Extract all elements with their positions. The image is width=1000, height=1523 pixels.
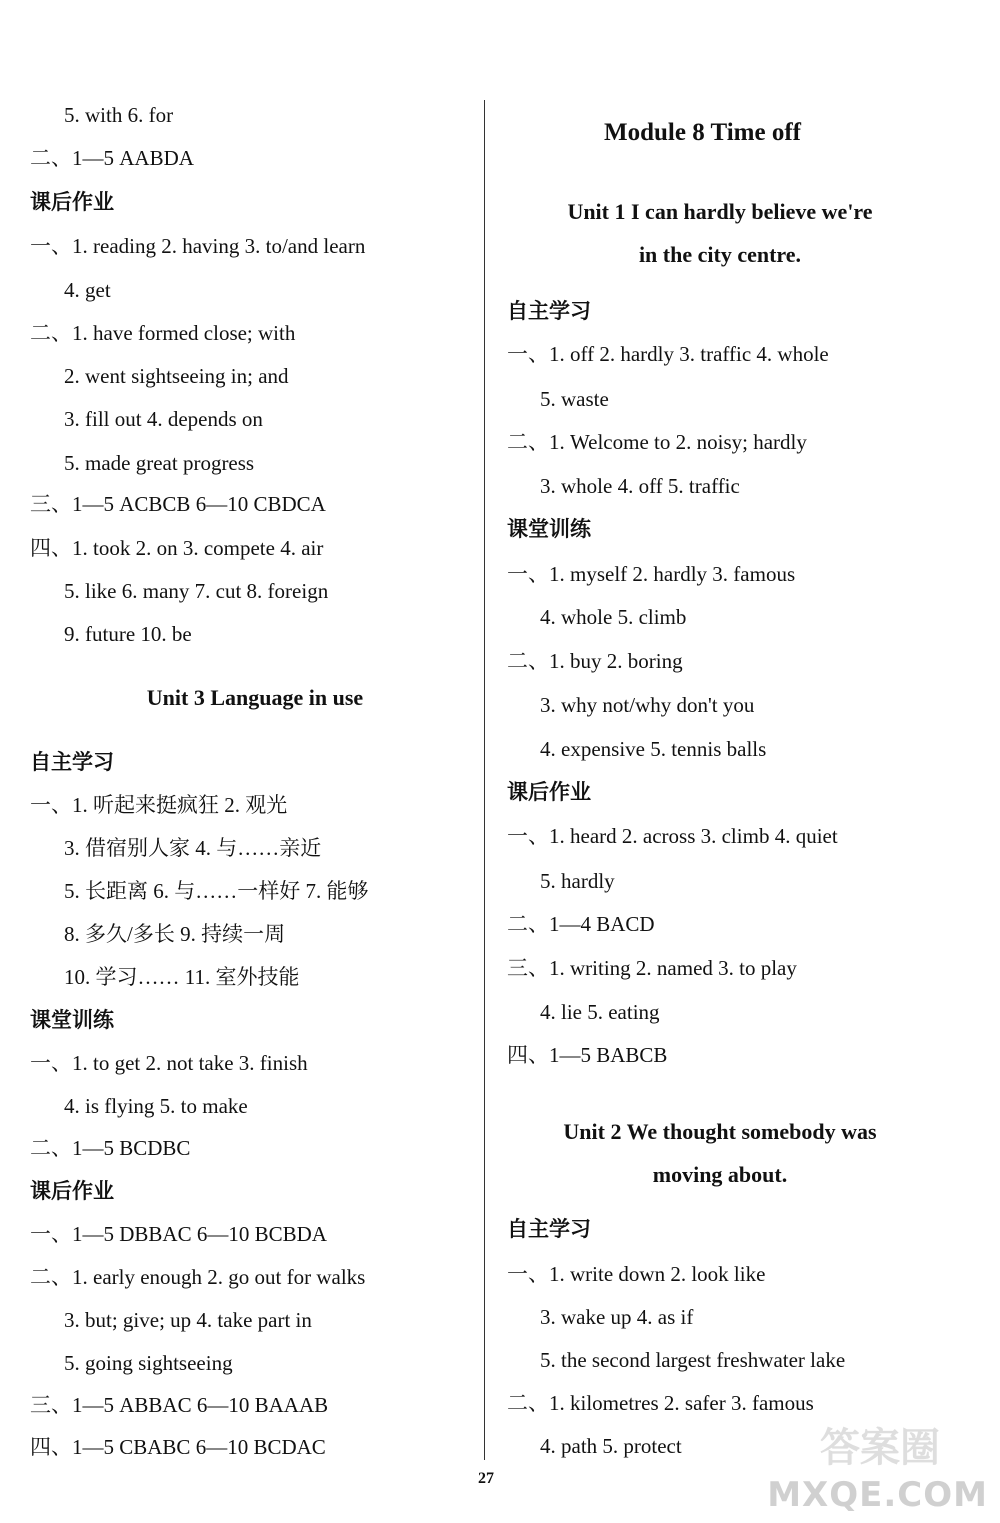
section-heading: 课堂训练 [507, 517, 591, 541]
section-heading: 自主学习 [30, 750, 114, 774]
answer-line: 8. 多久/多长 9. 持续一周 [64, 922, 286, 946]
answer-line: 二、1—5 AABDA [30, 146, 194, 170]
module-title: Module 8 Time off [604, 119, 801, 146]
answer-line: 三、1—5 ABBAC 6—10 BAAAB [30, 1393, 329, 1417]
answer-line: 9. future 10. be [64, 622, 192, 646]
watermark: MXQE.COM [767, 1475, 988, 1515]
answer-line: 2. went sightseeing in; and [64, 364, 289, 388]
answer-line: 二、1. have formed close; with [30, 321, 296, 345]
page-number: 27 [478, 1470, 494, 1487]
answer-line: 10. 学习…… 11. 室外技能 [64, 965, 300, 989]
answer-line: 5. going sightseeing [64, 1351, 233, 1375]
section-heading: 课后作业 [30, 190, 114, 214]
answer-line: 5. with 6. for [64, 103, 174, 127]
answer-line: 一、1—5 DBBAC 6—10 BCBDA [30, 1222, 327, 1246]
answer-line: 一、1. write down 2. look like [507, 1262, 766, 1286]
answer-line: 4. expensive 5. tennis balls [540, 737, 767, 761]
section-heading: 自主学习 [507, 299, 591, 323]
answer-line: 三、1. writing 2. named 3. to play [507, 956, 797, 980]
answer-line: 二、1. Welcome to 2. noisy; hardly [507, 430, 807, 454]
answer-line: 3. whole 4. off 5. traffic [540, 474, 740, 498]
watermark-cn: 答案圈 [820, 1425, 940, 1471]
unit-title: Unit 3 Language in use [146, 685, 364, 710]
answer-line: 5. made great progress [64, 451, 255, 475]
answer-line: 5. hardly [540, 869, 615, 893]
answer-line: 二、1—5 BCDBC [30, 1136, 191, 1160]
answer-line: 一、1. reading 2. having 3. to/and learn [30, 234, 366, 258]
answer-line: 4. path 5. protect [540, 1434, 682, 1458]
unit-title: Unit 1 I can hardly believe we're [567, 199, 873, 224]
answer-line: 5. like 6. many 7. cut 8. foreign [64, 579, 329, 603]
answer-line: 3. but; give; up 4. take part in [64, 1308, 312, 1332]
answer-line: 一、1. 听起来挺疯狂 2. 观光 [30, 793, 288, 817]
answer-line: 4. lie 5. eating [540, 1000, 660, 1024]
answer-line: 4. whole 5. climb [540, 605, 687, 629]
section-heading: 课后作业 [30, 1179, 114, 1203]
answer-line: 3. 借宿别人家 4. 与……亲近 [64, 836, 322, 860]
answer-line: 四、1—5 BABCB [507, 1043, 668, 1067]
section-heading: 自主学习 [507, 1217, 591, 1241]
answer-line: 二、1. early enough 2. go out for walks [30, 1265, 366, 1289]
answer-line: 一、1. heard 2. across 3. climb 4. quiet [507, 824, 838, 848]
answer-line: 四、1—5 CBABC 6—10 BCDAC [30, 1435, 326, 1459]
answer-line: 5. 长距离 6. 与……一样好 7. 能够 [64, 879, 369, 903]
answer-line: 一、1. off 2. hardly 3. traffic 4. whole [507, 342, 829, 366]
answer-line: 5. waste [540, 387, 609, 411]
answer-line: 三、1—5 ACBCB 6—10 CBDCA [30, 492, 326, 516]
answer-line: 二、1. buy 2. boring [507, 649, 683, 673]
answer-line: 4. get [64, 278, 111, 302]
answer-line: 3. why not/why don't you [540, 693, 755, 717]
answer-line: 二、1. kilometres 2. safer 3. famous [507, 1391, 814, 1415]
answer-line: 4. is flying 5. to make [64, 1094, 248, 1118]
answer-line: 一、1. myself 2. hardly 3. famous [507, 562, 796, 586]
answer-line: 四、1. took 2. on 3. compete 4. air [30, 536, 324, 560]
answer-line: 3. fill out 4. depends on [64, 407, 263, 431]
unit-title-cont: in the city centre. [638, 242, 802, 267]
answer-line: 二、1—4 BACD [507, 912, 655, 936]
column-divider [484, 100, 485, 1460]
section-heading: 课后作业 [507, 780, 591, 804]
answer-line: 5. the second largest freshwater lake [540, 1348, 846, 1372]
unit-title: Unit 2 We thought somebody was [563, 1119, 877, 1144]
section-heading: 课堂训练 [30, 1008, 114, 1032]
answer-line: 3. wake up 4. as if [540, 1305, 694, 1329]
unit-title-cont: moving about. [652, 1162, 788, 1187]
answer-line: 一、1. to get 2. not take 3. finish [30, 1051, 308, 1075]
